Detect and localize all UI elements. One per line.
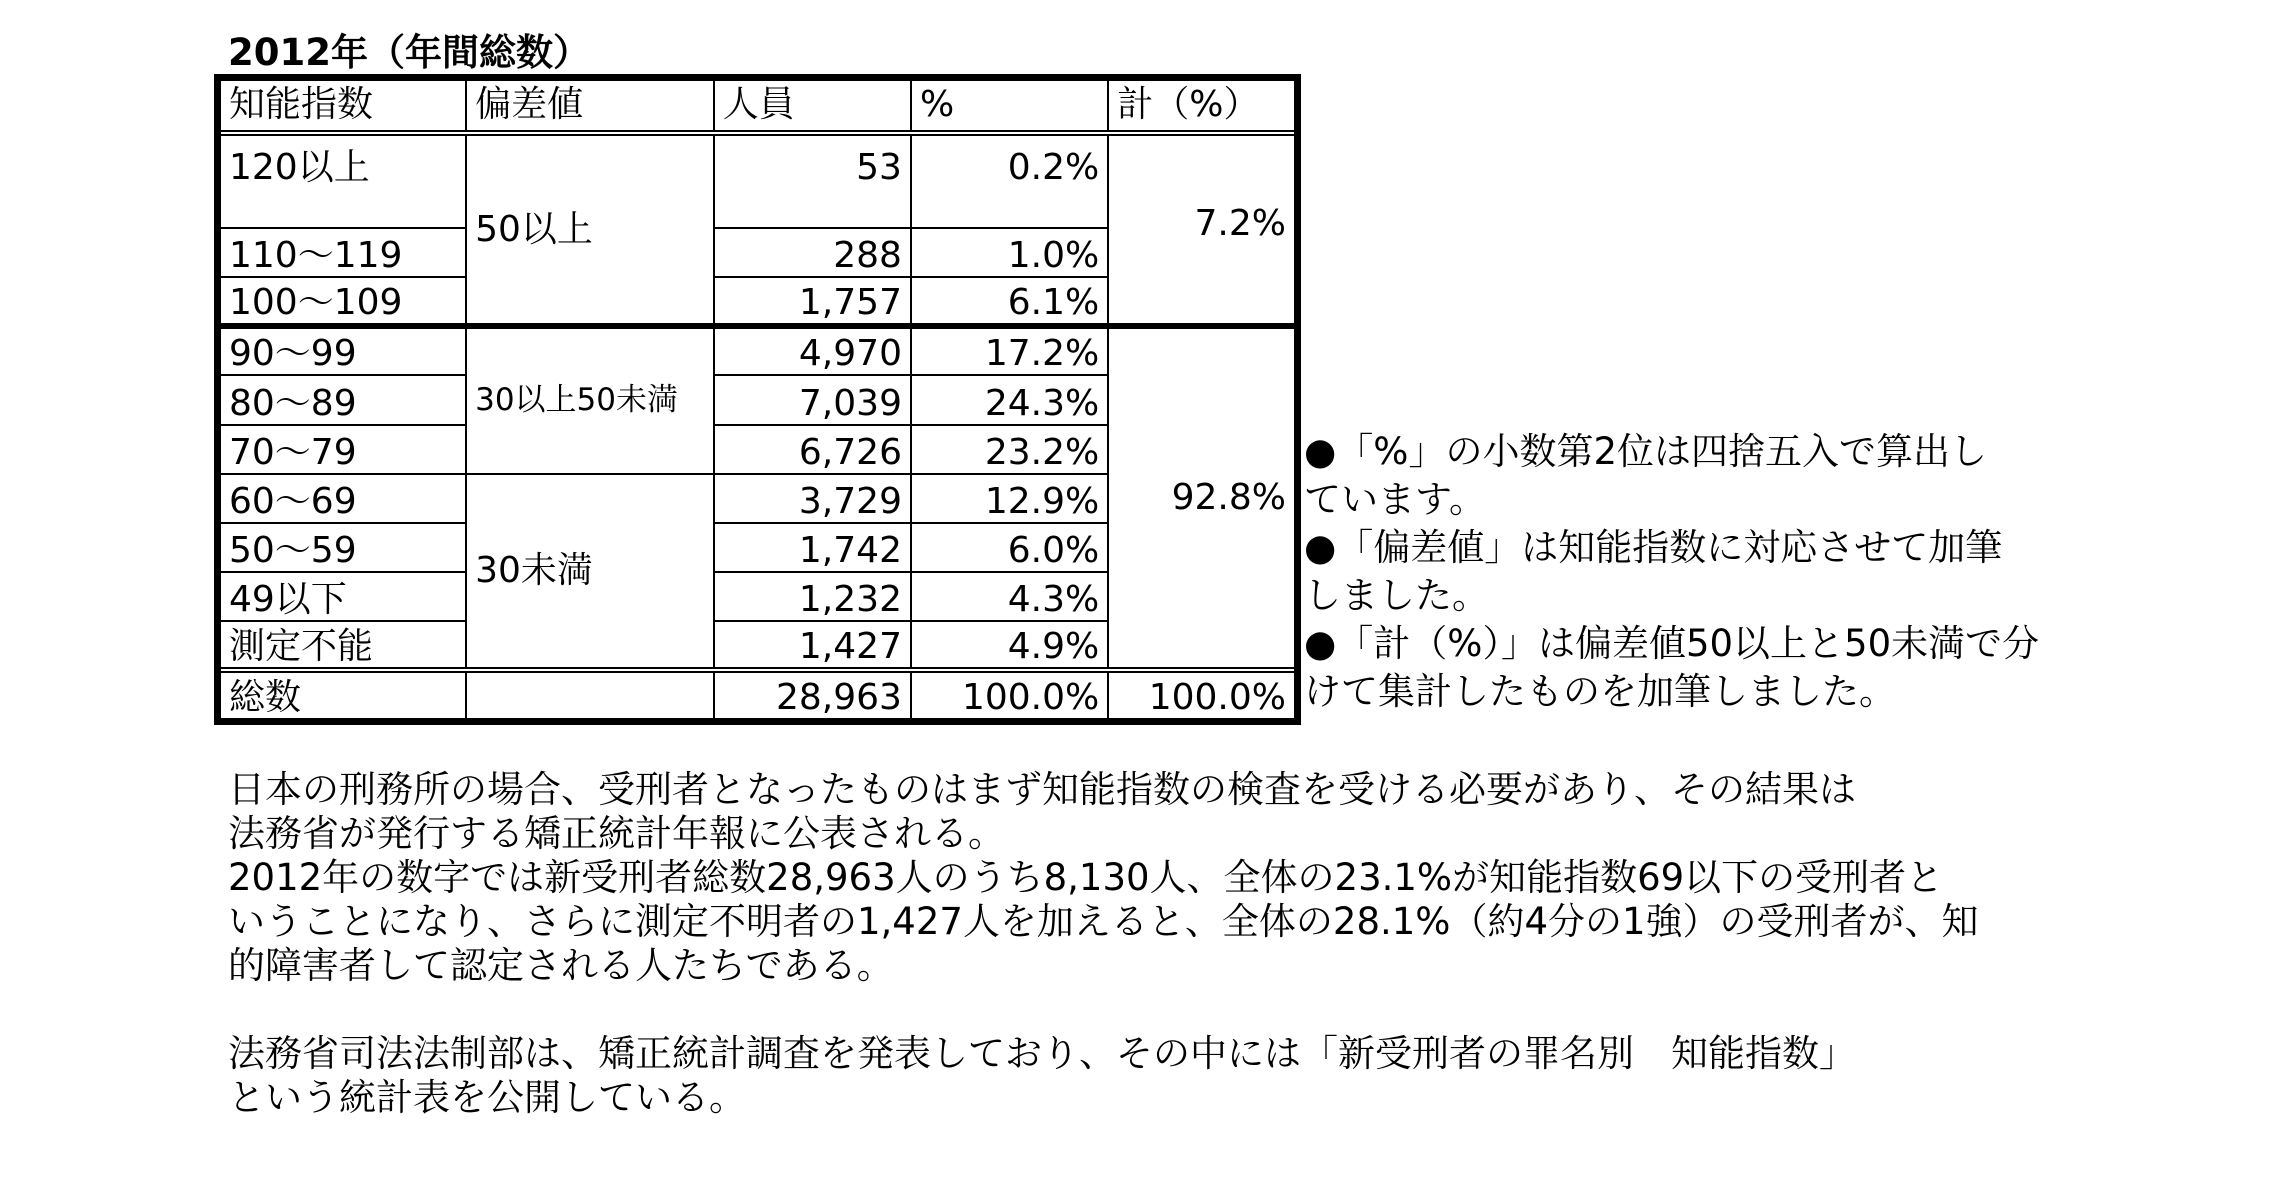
total-count: 28,963 [714,670,911,721]
count-cell: 53 [714,133,911,228]
percent-cell: 0.2% [911,133,1108,228]
iq-cell: 110～119 [218,228,467,277]
percent-cell: 6.0% [911,523,1108,572]
paragraph-line: という統計表を公開している。 [228,1076,746,1119]
percent-cell: 4.3% [911,572,1108,621]
iq-cell: 49以下 [218,572,467,621]
count-cell: 4,970 [714,326,911,375]
count-cell: 7,039 [714,375,911,424]
iq-cell: 120以上 [218,133,467,228]
total-percent: 100.0% [911,670,1108,721]
subtotal-cell: 92.8% [1108,326,1297,670]
count-cell: 6,726 [714,425,911,474]
iq-cell: 80～89 [218,375,467,424]
percent-cell: 24.3% [911,375,1108,424]
notes-block [1304,428,2104,716]
iq-statistics-table [214,74,1301,725]
note-line: ●「偏差値」は知能指数に対応させて加筆 [1304,526,2003,569]
header-percent: % [911,78,1108,133]
percent-cell: 23.2% [911,425,1108,474]
body-text [228,768,2088,1120]
total-sum-percent: 100.0% [1108,670,1297,721]
count-cell: 1,757 [714,277,911,326]
iq-cell: 100～109 [218,277,467,326]
deviation-cell: 30以上50未満 [466,326,714,473]
paragraph-line: 日本の刑務所の場合、受刑者となったものはまず知能指数の検査を受ける必要があり、その結果は [228,768,1856,811]
header-iq: 知能指数 [218,78,467,133]
note-line: ています。 [1304,478,1487,521]
note-line: けて集計したものを加筆しました。 [1304,670,1896,713]
page-title: 2012年（年間総数） [228,31,590,74]
percent-cell: 6.1% [911,277,1108,326]
note-line: しました。 [1304,574,1489,617]
count-cell: 1,742 [714,523,911,572]
total-label: 総数 [218,670,467,721]
paragraph-line: 法務省司法法制部は、矯正統計調査を発表しており、その中には「新受刑者の罪名別 知能指数」 [228,1032,1856,1075]
table-row [218,326,1298,375]
table-total-row [218,670,1298,721]
deviation-cell: 50以上 [466,133,714,326]
iq-cell: 90～99 [218,326,467,375]
total-deviation [466,670,714,721]
percent-cell: 12.9% [911,474,1108,523]
iq-cell: 測定不能 [218,621,467,670]
paragraph-gap [228,988,2088,1032]
table-header-row [218,78,1298,133]
count-cell: 288 [714,228,911,277]
deviation-cell: 30未満 [466,474,714,671]
paragraph-line: いうことになり、さらに測定不明者の1,427人を加えると、全体の28.1%（約4分の1強）の受刑者が、知 [228,900,1979,943]
iq-cell: 60～69 [218,474,467,523]
header-count: 人員 [714,78,911,133]
count-cell: 3,729 [714,474,911,523]
subtotal-cell: 7.2% [1108,133,1297,326]
iq-cell: 50～59 [218,523,467,572]
percent-cell: 17.2% [911,326,1108,375]
note-line: ●「%」の小数第2位は四捨五入で算出し [1304,430,1987,473]
note-line: ●「計（%）」は偏差値50以上と50未満で分 [1304,622,2040,665]
paragraph-line: 法務省が発行する矯正統計年報に公表される。 [228,812,1005,855]
header-deviation: 偏差値 [466,78,714,133]
percent-cell: 4.9% [911,621,1108,670]
paragraph-line: 2012年の数字では新受刑者総数28,963人のうち8,130人、全体の23.1%が知能指数69以下の受刑者と [228,856,1944,899]
iq-cell: 70～79 [218,425,467,474]
percent-cell: 1.0% [911,228,1108,277]
table-row [218,133,1298,228]
header-sum-percent: 計（%） [1108,78,1297,133]
count-cell: 1,232 [714,572,911,621]
count-cell: 1,427 [714,621,911,670]
paragraph-line: 的障害者して認定される人たちである。 [228,944,894,987]
